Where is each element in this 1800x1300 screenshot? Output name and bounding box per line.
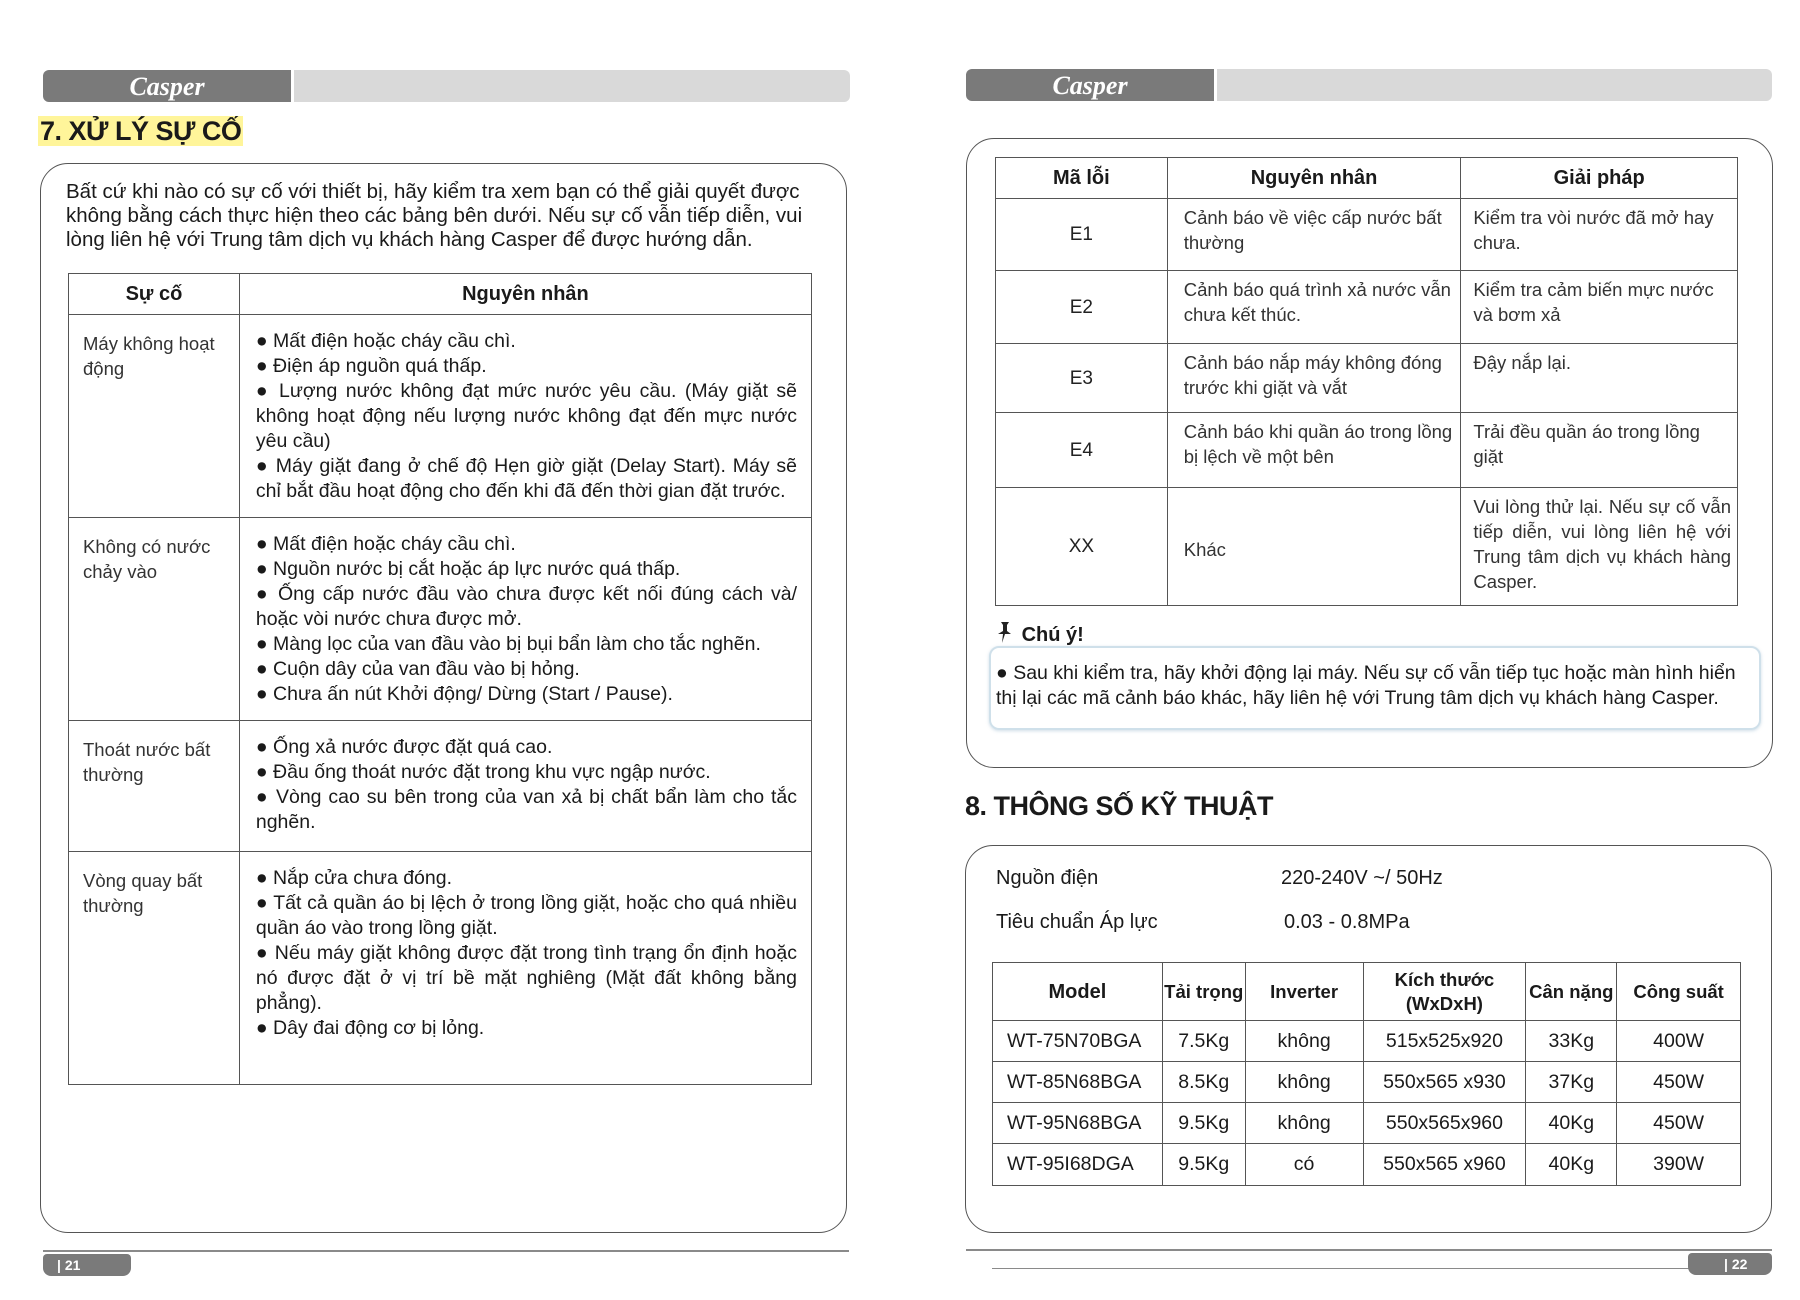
intro-paragraph: Bất cứ khi nào có sự cố với thiết bị, hãy kiểm tra xem bạn có thể giải quyết được không bằng cách thực hiện theo các bảng bên dưới. Nếu sự cố vẫn tiếp diễn, vui lòng liên hệ với Trung tâm dịch vụ khách hàng Casper để được hướng dẫn. xyxy=(66,180,803,251)
table-row xyxy=(69,721,812,852)
spec-weight: 33Kg xyxy=(1526,1021,1617,1062)
power-label: Nguồn điện xyxy=(996,867,1099,889)
right-footer-line xyxy=(966,1249,1772,1251)
left-footer-line xyxy=(43,1250,849,1252)
error-code: E3 xyxy=(996,344,1168,413)
spec-load: 8.5Kg xyxy=(1162,1062,1245,1103)
col-header-size: Kích thước (WxDxH) xyxy=(1363,963,1526,1021)
brand-logo: Casper xyxy=(1052,71,1128,100)
spec-size: 515x525x920 xyxy=(1363,1021,1526,1062)
spec-weight: 40Kg xyxy=(1526,1103,1617,1144)
spec-inverter: không xyxy=(1245,1021,1363,1062)
spec-power: 400W xyxy=(1617,1021,1741,1062)
right-header-bar xyxy=(966,69,1772,101)
spec-model: WT-95N68BGA xyxy=(993,1103,1163,1144)
col-header-cause: Nguyên nhân xyxy=(1167,158,1461,199)
pressure-label: Tiêu chuẩn Áp lực xyxy=(996,911,1158,933)
table-row xyxy=(996,344,1738,413)
table-row xyxy=(69,315,812,518)
note-text: ● Sau khi kiểm tra, hãy khởi động lại máy. Nếu sự cố vẫn tiếp tục hoặc màn hình hiển thị lại các mã cảnh báo khác, hãy liên hệ với Trung tâm dịch vụ khách hàng Casper. xyxy=(996,662,1736,709)
spec-power: 390W xyxy=(1617,1144,1741,1186)
table-header-row xyxy=(69,274,812,315)
spec-weight: 37Kg xyxy=(1526,1062,1617,1103)
col-header-code: Mã lỗi xyxy=(996,158,1168,199)
table-row xyxy=(69,852,812,1085)
table-row xyxy=(996,271,1738,344)
col-header-issue: Sự cố xyxy=(69,274,240,315)
table-row xyxy=(993,1144,1741,1186)
error-code: E2 xyxy=(996,271,1168,344)
error-code: E1 xyxy=(996,199,1168,271)
col-header-solution: Giải pháp xyxy=(1461,158,1738,199)
table-row xyxy=(996,488,1738,606)
issue-cell: Không có nước chảy vào xyxy=(69,518,240,721)
note-heading: Chú ý! xyxy=(996,620,1084,647)
page-number-left: | 21 xyxy=(43,1254,131,1276)
section-7-title: 7. XỬ LÝ SỰ CỐ xyxy=(40,116,242,146)
issue-cell: Máy không hoạt động xyxy=(69,315,240,518)
spec-model: WT-95I68DGA xyxy=(993,1144,1163,1186)
table-header-row xyxy=(996,158,1738,199)
troubleshooting-table xyxy=(68,273,812,1085)
error-cause: Cảnh báo về việc cấp nước bất thường xyxy=(1167,199,1461,271)
table-row xyxy=(996,413,1738,488)
table-row xyxy=(996,199,1738,271)
spec-model: WT-85N68BGA xyxy=(993,1062,1163,1103)
table-row xyxy=(993,1062,1741,1103)
error-code-table xyxy=(995,157,1738,606)
spec-weight: 40Kg xyxy=(1526,1144,1617,1186)
spec-load: 7.5Kg xyxy=(1162,1021,1245,1062)
cause-cell: ● Mất điện hoặc cháy cầu chì. ● Điện áp nguồn quá thấp. ● Lượng nước không đạt mức nước yêu cầu. (Máy giặt sẽ không hoạt động nếu lượng nước không đạt đến mực nước yêu cầu) ● Máy giặt đang ở chế độ Hẹn giờ giặt (Delay Start). Máy sẽ chỉ bắt đầu hoạt động cho đến khi đã đến thời gian đặt trước. xyxy=(239,315,811,518)
page-number-right: | 22 xyxy=(1688,1253,1772,1275)
col-header-cause: Nguyên nhân xyxy=(239,274,811,315)
error-cause: Cảnh báo quá trình xả nước vẫn chưa kết thúc. xyxy=(1167,271,1461,344)
spec-table xyxy=(992,962,1741,1186)
spec-inverter: không xyxy=(1245,1062,1363,1103)
table-row xyxy=(69,518,812,721)
spec-inverter: có xyxy=(1245,1144,1363,1186)
issue-cell: Vòng quay bất thường xyxy=(69,852,240,1085)
left-header-bar xyxy=(43,70,850,102)
spec-load: 9.5Kg xyxy=(1162,1103,1245,1144)
error-solution: Vui lòng thử lại. Nếu sự cố vẫn tiếp diễn, vui lòng liên hệ với Trung tâm dịch vụ khách hàng Casper. xyxy=(1461,488,1738,606)
col-header-power: Công suất xyxy=(1617,963,1741,1021)
cause-cell: ● Ống xả nước được đặt quá cao. ● Đầu ống thoát nước đặt trong khu vực ngập nước. ● Vòng cao su bên trong của van xả bị chất bẩn làm cho tắc nghẽn. xyxy=(239,721,811,852)
pressure-value: 0.03 - 0.8MPa xyxy=(1284,911,1410,933)
error-cause: Cảnh báo khi quần áo trong lồng bị lệch về một bên xyxy=(1167,413,1461,488)
col-header-weight: Cân nặng xyxy=(1526,963,1617,1021)
spec-power: 450W xyxy=(1617,1062,1741,1103)
table-row xyxy=(993,1103,1741,1144)
error-solution: Trải đều quần áo trong lồng giặt xyxy=(1461,413,1738,488)
spec-model: WT-75N70BGA xyxy=(993,1021,1163,1062)
spec-size: 550x565 x960 xyxy=(1363,1144,1526,1186)
error-solution: Kiểm tra vòi nước đã mở hay chưa. xyxy=(1461,199,1738,271)
issue-cell: Thoát nước bất thường xyxy=(69,721,240,852)
error-cause: Khác xyxy=(1167,488,1461,606)
section-8-title: 8. THÔNG SỐ KỸ THUẬT xyxy=(965,791,1274,821)
spec-load: 9.5Kg xyxy=(1162,1144,1245,1186)
spec-size: 550x565x960 xyxy=(1363,1103,1526,1144)
right-footer-line-2 xyxy=(992,1268,1692,1269)
brand-logo: Casper xyxy=(129,72,205,101)
col-header-model: Model xyxy=(993,963,1163,1021)
error-code: XX xyxy=(996,488,1168,606)
error-solution: Đậy nắp lại. xyxy=(1461,344,1738,413)
cause-cell: ● Nắp cửa chưa đóng. ● Tất cả quần áo bị lệch ở trong lồng giặt, hoặc cho quá nhiều quần áo vào trong lồng giặt. ● Nếu máy giặt không được đặt trong tình trạng ổn định hoặc nó được đặt ở vị trí bề mặt nghiêng (Mặt đất không bằng phẳng). ● Dây đai động cơ bị lỏng. xyxy=(239,852,811,1085)
error-cause: Cảnh báo nắp máy không đóng trước khi giặt và vắt xyxy=(1167,344,1461,413)
error-code: E4 xyxy=(996,413,1168,488)
col-header-load: Tải trọng xyxy=(1162,963,1245,1021)
spec-size: 550x565 x930 xyxy=(1363,1062,1526,1103)
power-value: 220-240V ~/ 50Hz xyxy=(1281,867,1443,889)
spec-inverter: không xyxy=(1245,1103,1363,1144)
table-header-row xyxy=(993,963,1741,1021)
pushpin-icon xyxy=(996,620,1016,644)
col-header-inverter: Inverter xyxy=(1245,963,1363,1021)
table-row xyxy=(993,1021,1741,1062)
cause-cell: ● Mất điện hoặc cháy cầu chì. ● Nguồn nước bị cắt hoặc áp lực nước quá thấp. ● Ống cấp nước đầu vào chưa được kết nối đúng cách và/ hoặc vòi nước chưa được mở. ● Màng lọc của van đầu vào bị bụi bẩn làm cho tắc nghẽn. ● Cuộn dây của van đầu vào bị hỏng. ● Chưa ấn nút Khởi động/ Dừng (Start / Pause). xyxy=(239,518,811,721)
error-solution: Kiểm tra cảm biến mực nước và bơm xả xyxy=(1461,271,1738,344)
spec-power: 450W xyxy=(1617,1103,1741,1144)
